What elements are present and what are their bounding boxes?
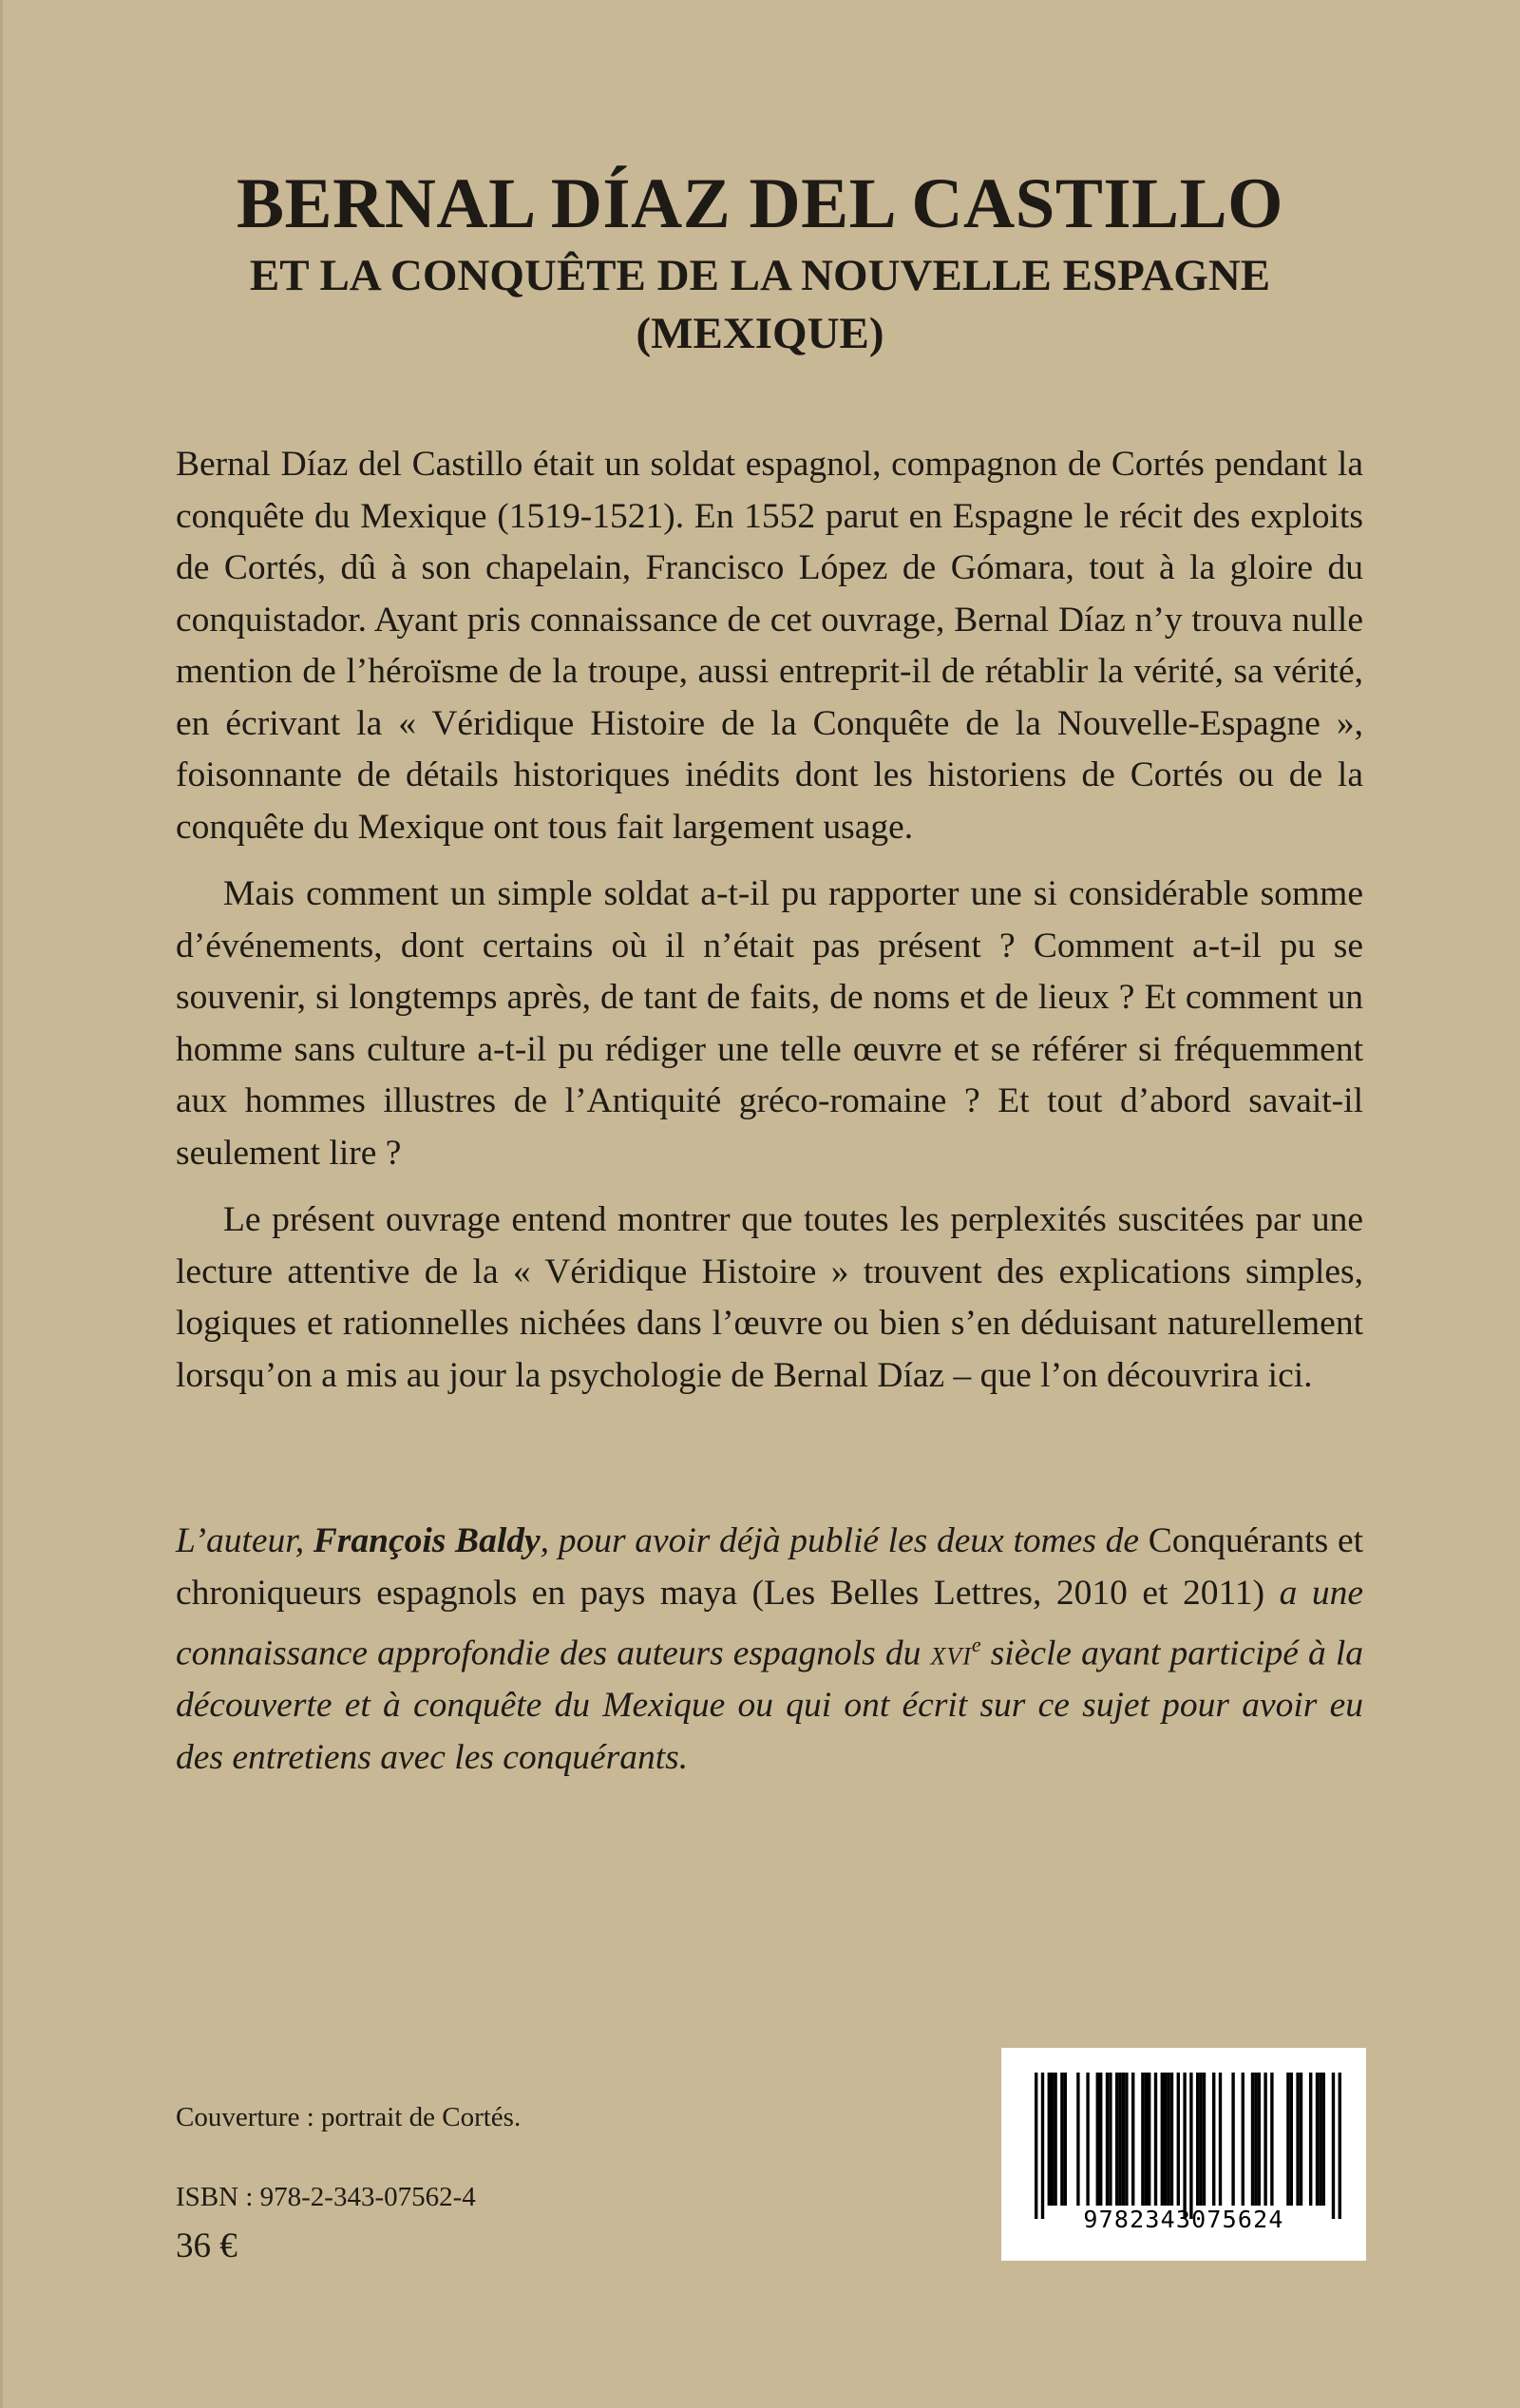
barcode-bar	[1064, 2073, 1067, 2206]
barcode-bar	[1167, 2073, 1169, 2206]
barcode-bar	[1118, 2073, 1121, 2206]
barcode-bar	[1316, 2073, 1319, 2206]
barcode-bar	[1212, 2073, 1215, 2206]
author-text-3: siècle ayant participé à la découverte et à conquête du Mexique ou qui ont écrit sur ce sujet pour avoir eu des entretiens avec les conquérants.	[176, 1634, 1363, 1777]
blurb-paragraph-3: Le présent ouvrage entend montrer que toutes les perplexités suscitées par une lecture attentive de la « Véridique Histoire » trouvent des explications simples, logiques et rationnelles nichées dans l’œuvre ou bien s’en déduisant naturellement lorsqu’on a mis au jour la psychologie de Bernal Díaz – que l’on découvrira ici.	[176, 1200, 1363, 1395]
barcode-bar	[1332, 2073, 1335, 2219]
barcode-bar	[1170, 2073, 1173, 2206]
barcode-bar	[1258, 2073, 1261, 2206]
barcode-bar	[1183, 2073, 1186, 2219]
cover-credit: Couverture : portrait de Cortés.	[176, 2102, 522, 2132]
barcode-bar	[1189, 2073, 1192, 2219]
book-subtitle-country: (MEXIQUE)	[636, 309, 884, 358]
blurb-paragraph-2: Mais comment un simple soldat a-t-il pu rapporter une si considérable somme d’événements, dont certains où il n’était pas présent ? Comment a-t-il pu se souvenir, si longtemps après, de tant de faits, de noms et de lieux ? Et comment un homme sans culture a-t-il pu rédiger une telle œuvre et se référer si fréquemment aux hommes illustres de l’Antiquité gréco-romaine ? Et tout d’abord savait-il seulement lire ?	[176, 874, 1363, 1173]
barcode-bar	[1141, 2073, 1144, 2206]
barcode-bar	[1054, 2073, 1056, 2206]
century-superscript: e	[971, 1633, 981, 1656]
barcode-bar	[1041, 2073, 1044, 2219]
barcode-bar	[1309, 2073, 1312, 2206]
barcode-bar	[1177, 2073, 1180, 2206]
barcode-bar	[1154, 2073, 1157, 2206]
author-name: François Baldy	[313, 1521, 541, 1560]
barcode-bar	[1319, 2073, 1321, 2206]
barcode-bar	[1131, 2073, 1134, 2206]
book-title: BERNAL DÍAZ DEL CASTILLO	[237, 164, 1283, 243]
barcode	[1001, 2048, 1366, 2261]
blurb	[176, 439, 1363, 1417]
barcode-bar	[1096, 2073, 1099, 2206]
barcode-digits: 9782343075624	[1083, 2206, 1284, 2233]
barcode-bar	[1035, 2073, 1037, 2219]
barcode-bar	[1086, 2073, 1089, 2206]
author-paragraph	[176, 1516, 1363, 1784]
barcode-bar	[1199, 2073, 1202, 2206]
barcode-bar	[1048, 2073, 1051, 2206]
barcode-bar	[1106, 2073, 1109, 2206]
blurb-paragraph-1: Bernal Díaz del Castillo était un soldat espagnol, compagnon de Cortés pendant la conquête du Mexique (1519-1521). En 1552 parut en Espagne le récit des exploits de Cortés, dû à son chapelain, Francisco López de Gómara, tout à la gloire du conquistador. Ayant pris connaissance de cet ouvrage, Bernal Díaz n’y trouva nulle mention de l’héroïsme de la troupe, aussi entreprit-il de rétablir la vérité, sa vérité, en écrivant la « Véridique Histoire de la Conquête de la Nouvelle-Espagne », foisonnante de détails historiques inédits dont les historiens de Cortés ou de la conquête du Mexique ont tous fait largement usage.	[176, 445, 1363, 847]
barcode-bar	[1339, 2073, 1341, 2219]
barcode-bar	[1219, 2073, 1222, 2206]
price: 36 €	[176, 2226, 238, 2265]
barcode-bar	[1109, 2073, 1112, 2206]
barcode-bar	[1290, 2073, 1293, 2206]
barcode-bar	[1122, 2073, 1125, 2206]
isbn: ISBN : 978-2-343-07562-4	[176, 2182, 476, 2212]
author-note	[176, 1516, 1363, 1784]
barcode-bar	[1115, 2073, 1118, 2206]
barcode-bar	[1145, 2073, 1148, 2206]
barcode-bar	[1242, 2073, 1244, 2206]
barcode-bar	[1231, 2073, 1234, 2206]
book-subtitle: ET LA CONQUÊTE DE LA NOUVELLE ESPAGNE	[249, 251, 1271, 300]
century-numeral: xvi	[930, 1634, 972, 1673]
barcode-bar	[1161, 2073, 1164, 2206]
barcode-bar	[1060, 2073, 1063, 2206]
barcode-bar	[1164, 2073, 1167, 2206]
barcode-bar	[1251, 2073, 1254, 2206]
title-block	[0, 163, 1520, 363]
author-text-1: , pour avoir déjà publié les deux tomes de	[540, 1521, 1149, 1560]
author-lead: L’auteur,	[176, 1521, 314, 1560]
barcode-bar	[1051, 2073, 1054, 2206]
barcode-bar	[1203, 2073, 1206, 2206]
barcode-bar	[1148, 2073, 1150, 2206]
barcode-bar	[1125, 2073, 1128, 2206]
barcode-bar	[1076, 2073, 1079, 2206]
barcode-bar	[1196, 2073, 1199, 2206]
author-text-2: a une connaissance approfondie des auteurs espagnols du	[176, 1573, 1363, 1673]
barcode-bar	[1254, 2073, 1257, 2206]
barcode-bar	[1322, 2073, 1325, 2206]
previous-book-title: Conquérants et chroniqueurs espagnols en pays maya (Les Belles Lettres, 2010 et 2011)	[176, 1521, 1364, 1613]
barcode-bar	[1264, 2073, 1266, 2206]
barcode-bar	[1300, 2073, 1302, 2206]
barcode-bar	[1286, 2073, 1289, 2206]
barcode-bar	[1296, 2073, 1299, 2206]
barcode-bar	[1270, 2073, 1273, 2206]
barcode-bar	[1099, 2073, 1102, 2206]
